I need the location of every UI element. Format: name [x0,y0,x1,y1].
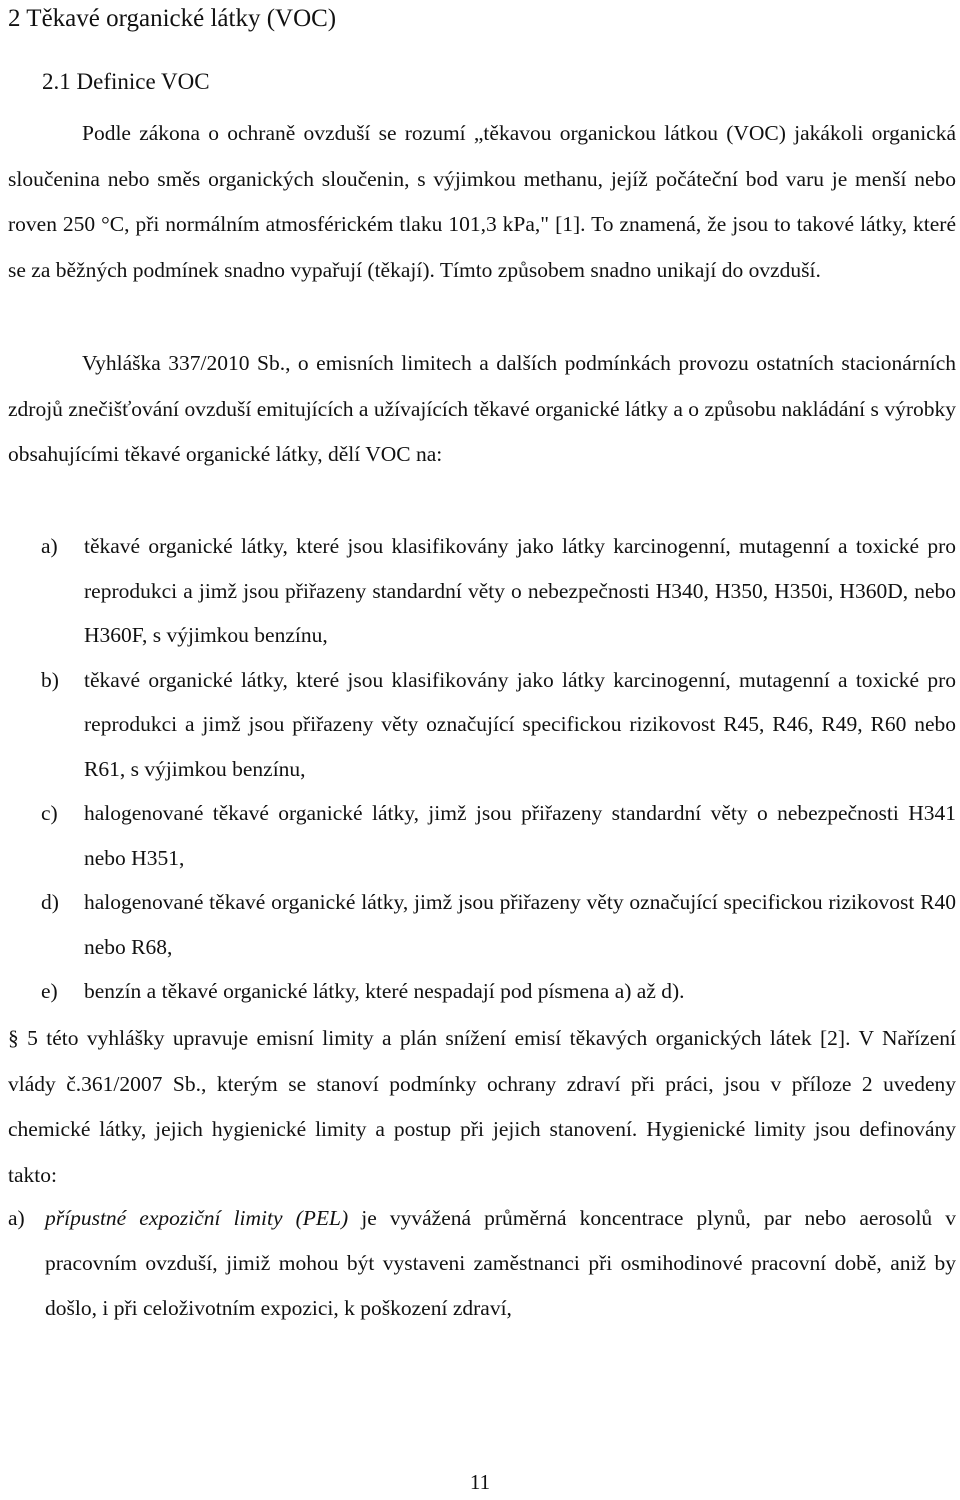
list-item [8,969,956,1014]
decree-paragraph: Vyhláška 337/2010 Sb., o emisních limitech a dalších podmínkách provozu ostatních stacionárních zdrojů znečišťování ovzduší emitujících a užívajících těkavé organické látky a o způsobu nakládání s výrobky obsahujícími těkavé organické látky, dělí VOC na: [8,351,956,466]
voc-definition-paragraph: Podle zákona o ochraně ovzduší se rozumí „těkavou organickou látkou (VOC) jakákoli organická sloučenina nebo směs organických sloučenin, s výjimkou methanu, jejíž počáteční bod varu je menší nebo roven 250 °C, při normálním atmosférickém tlaku 101,3 kPa," [1]. To znamená, že jsou to takové látky, které se za běžných podmínek snadno vypařují (těkají). Tímto způsobem snadno unikají do ovzduší. [8,121,956,282]
list-marker: e) [41,979,58,1003]
list-marker: a) [8,1206,25,1230]
list-marker: a) [41,534,58,558]
list-marker: c) [41,801,58,825]
voc-category-list [8,524,956,1014]
hygiene-limit-list [8,1196,956,1331]
regulation-paragraph: § 5 této vyhlášky upravuje emisní limity a plán snížení emisí těkavých organických látek [2]. V Nařízení vlády č.361/2007 Sb., kterým se stanoví podmínky ochrany zdraví při práci, jsou v příloze 2 uvedeny chemické látky, jejich hygienické limity a postup při jejich stanovení. Hygienické limity jsou definovány takto: [8,1026,956,1187]
list-item-text: halogenované těkavé organické látky, jimž jsou přiřazeny standardní věty o nebezpečnosti H341 nebo H351, [84,801,956,870]
list-item-text: je vyvážená průměrná koncentrace plynů, par nebo aerosolů v pracovním ovzduší, jimiž mohou být vystaveni zaměstnanci při osmihodinové pracovní době, aniž by došlo, i při celoživotním expozici, k poškození zdraví, [45,1206,957,1320]
chapter-heading: 2 Těkavé organické látky (VOC) [8,5,337,32]
list-item [8,880,956,969]
page-number: 11 [469,1470,491,1494]
list-item-text: těkavé organické látky, které jsou klasifikovány jako látky karcinogenní, mutagenní a toxické pro reprodukci a jimž jsou přiřazeny věty označující specifickou rizikovost R45, R46, R49, R60 nebo R61, s výjimkou benzínu, [84,667,956,781]
list-marker: b) [41,667,59,692]
list-item [8,791,956,880]
list-item-text: těkavé organické látky, které jsou klasifikovány jako látky karcinogenní, mutagenní a toxické pro reprodukci a jimž jsou přiřazeny standardní věty o nebezpečnosti H340, H350, H350i, H360D, nebo H360F, s výjimkou benzínu, [84,534,956,647]
list-marker: d) [41,890,59,914]
defined-term: přípustné expoziční limity (PEL) [45,1206,349,1230]
list-item [8,1196,956,1331]
list-item [8,524,956,658]
list-item-text: halogenované těkavé organické látky, jimž jsou přiřazeny věty označující specifickou rizikovost R40 nebo R68, [84,890,956,959]
section-heading: 2.1 Definice VOC [42,69,210,94]
list-item [8,658,956,792]
list-item-text: benzín a těkavé organické látky, které nespadají pod písmena a) až d). [84,979,685,1003]
